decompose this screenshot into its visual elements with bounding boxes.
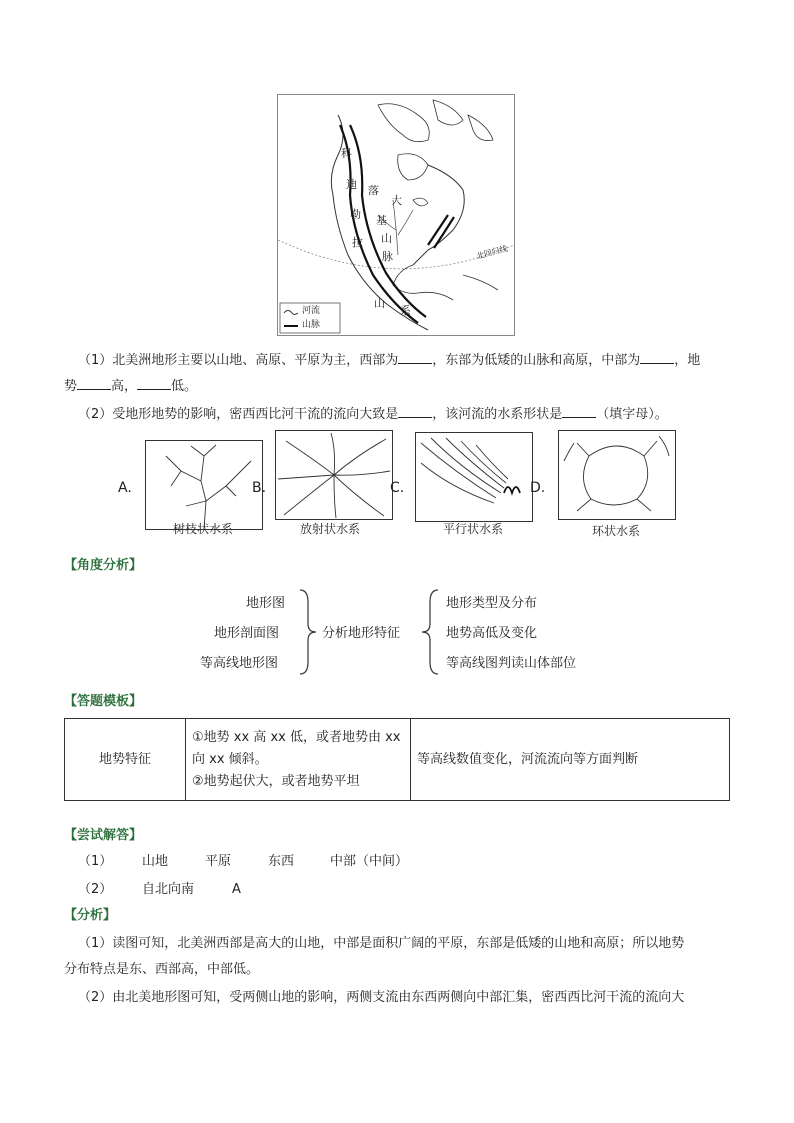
q2-text-b: ，该河流的水系形状是 xyxy=(432,407,563,422)
dendritic-drainage-image xyxy=(145,440,263,530)
map-label-di: 迪 xyxy=(346,178,357,191)
template-heading: 【答题模板】 xyxy=(64,694,143,709)
q2-text-c: （填字母）。 xyxy=(596,407,668,422)
map-label-xi: 系 xyxy=(400,304,411,317)
template-right-cell: 等高线数值变化，河流流向等方面判断 xyxy=(411,719,730,801)
analysis-heading: 【分析】 xyxy=(64,908,117,923)
q1-blank-3 xyxy=(77,376,111,390)
angle-right-2: 地势高低及变化 xyxy=(446,626,538,641)
annular-drainage-image xyxy=(558,430,676,520)
option-a-letter: A. xyxy=(118,480,132,496)
option-d-label: 环状水系 xyxy=(591,524,640,538)
map-label-ji: 基 xyxy=(376,214,387,227)
attempt-2-answer-a: 自北向南 xyxy=(142,882,195,897)
analysis-p1-line-1: （1）读图可知，北美洲西部是高大的山地，中部是面积广阔的平原，东部是低矮的山地和高原；所以地势 xyxy=(78,936,685,951)
map-label-shan1: 山 xyxy=(381,232,392,245)
q2-blank-2 xyxy=(562,404,596,418)
angle-center: 分析地形特征 xyxy=(322,626,401,641)
legend-river-label: 河流 xyxy=(302,306,321,316)
attempt-1-answer-a: 山地 xyxy=(142,854,169,869)
question-1-line-2 xyxy=(64,376,197,397)
angle-right-1: 地形类型及分布 xyxy=(446,596,538,611)
map-label-mai: 脉 xyxy=(382,250,393,263)
analysis-p1-line-2: 分布特点是东、西部高，中部低。 xyxy=(64,962,260,977)
attempt-1-answer-d: 中部（中间） xyxy=(330,854,409,869)
option-c-label: 平行状水系 xyxy=(442,522,503,536)
q1-blank-4 xyxy=(137,376,171,390)
q1-text-e: 高， xyxy=(111,379,138,394)
angle-left-1: 地形图 xyxy=(246,596,286,611)
q1-text-d: 势 xyxy=(64,379,78,394)
angle-left-3: 等高线地形图 xyxy=(200,656,279,671)
q1-blank-1 xyxy=(398,350,432,364)
angle-right-3: 等高线图判读山体部位 xyxy=(446,656,577,671)
left-brace-icon xyxy=(420,588,442,676)
angle-left-2: 地形剖面图 xyxy=(214,626,280,641)
map-label-shan2: 山 xyxy=(374,297,385,310)
q2-text-a: （2）受地形地势的影响，密西西比河干流的流向大致是 xyxy=(78,407,399,422)
map-label-da: 大 xyxy=(391,194,402,207)
q1-text-c: ，地 xyxy=(674,353,701,368)
attempt-1-number: （1） xyxy=(78,854,113,869)
question-2-line xyxy=(78,404,668,425)
parallel-drainage-image xyxy=(415,432,533,522)
q1-text-b: ，东部为低矮的山脉和高原，中部为 xyxy=(432,353,641,368)
q1-text-f: 低。 xyxy=(171,379,198,394)
answer-template-table xyxy=(64,718,730,801)
template-middle-cell xyxy=(186,719,411,801)
map-label-ke: 科 xyxy=(341,147,352,160)
q1-blank-2 xyxy=(640,350,674,364)
attempt-2-number: （2） xyxy=(78,882,113,897)
attempt-2-answer-b: A xyxy=(232,882,241,897)
template-mid-1: ①地势 xx 高 xx 低，或者地势由 xx 向 xx 倾斜。 xyxy=(192,729,401,767)
attempt-1-answer-b: 平原 xyxy=(205,854,232,869)
template-row-label: 地势特征 xyxy=(65,719,186,801)
option-c-letter: C. xyxy=(390,480,405,496)
map-label-la: 拉 xyxy=(352,236,363,249)
attempt-heading: 【尝试解答】 xyxy=(64,828,143,843)
radial-drainage-image xyxy=(275,430,393,520)
north-america-terrain-map xyxy=(277,94,515,336)
map-label-luo: 落 xyxy=(368,184,379,197)
option-b-letter: B. xyxy=(252,480,267,496)
analysis-p2-line-1: （2）由北美地形图可知，受两侧山地的影响，两侧支流由东西两侧向中部汇集，密西西比河干流的流向大 xyxy=(78,990,685,1005)
option-d-letter: D. xyxy=(530,480,546,496)
q2-blank-1 xyxy=(398,404,432,418)
legend-mountain-label: 山脉 xyxy=(302,320,321,330)
map-drawing xyxy=(278,95,514,335)
option-a-label: 树枝状水系 xyxy=(172,522,233,536)
map-label-tropic: 北回归线 xyxy=(475,244,509,262)
q1-text-a: （1）北美洲地形主要以山地、高原、平原为主，西部为 xyxy=(78,353,399,368)
option-b-label: 放射状水系 xyxy=(299,522,360,536)
question-1-line-1 xyxy=(78,350,700,371)
attempt-1-answer-c: 东西 xyxy=(268,854,295,869)
right-brace-icon xyxy=(296,588,318,676)
map-label-le: 勒 xyxy=(350,208,361,221)
template-mid-2: ②地势起伏大，或者地势平坦 xyxy=(192,773,360,789)
angle-analysis-heading: 【角度分析】 xyxy=(64,558,143,573)
